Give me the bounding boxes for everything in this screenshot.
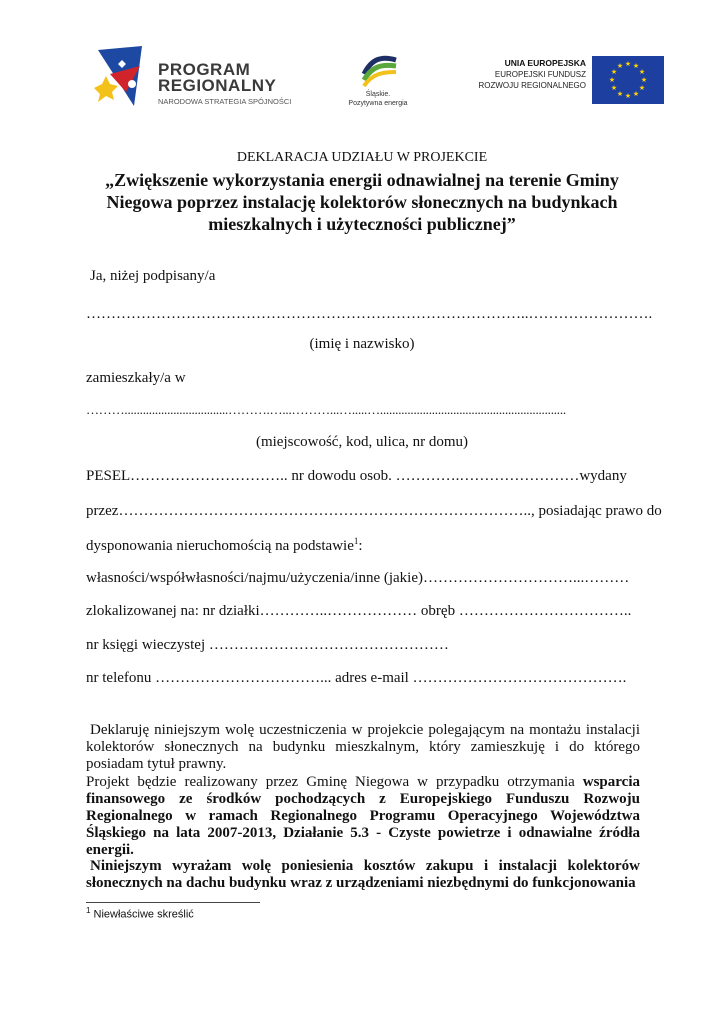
eu-flag-icon	[592, 56, 664, 104]
name-caption: (imię i nazwisko)	[309, 336, 415, 352]
eu-line1: UNIA EUROPEJSKA	[504, 58, 586, 68]
address-field[interactable]: ………..................................……….…...………...….....….............................................................	[86, 402, 566, 417]
svg-text:★: ★	[610, 84, 618, 92]
svg-text:★: ★	[640, 76, 648, 84]
disposal-line	[86, 536, 363, 555]
project-title-line2: Niegowa poprzez instalację kolektorów słonecznych na budynkach	[106, 192, 618, 212]
residence-label: zamieszkały/a w	[86, 370, 186, 386]
slaskie-line2: Pozytywna energia	[348, 100, 408, 107]
ownership-line[interactable]: własności/współwłasności/najmu/użyczenia/inne (jakie)…………………………...………	[86, 570, 630, 586]
phone-email-line[interactable]: nr telefonu ……………………………... adres e-mail …………………………………….	[86, 670, 627, 686]
costs-paragraph: Niniejszym wyrażam wolę poniesienia kosztów zakupu i instalacji kolektorów słonecznych na dachu budynku wraz z urządzeniami niezbędnymi do funkcjonowania	[86, 858, 640, 891]
eu-line2: EUROPEJSKI FUNDUSZ	[494, 70, 586, 79]
footnote-text: Niewłaściwe skreślić	[93, 908, 194, 921]
svg-text:★: ★	[632, 90, 640, 98]
svg-text:★: ★	[608, 76, 616, 84]
project-paragraph	[86, 774, 640, 859]
intro-text: Ja, niżej podpisany/a	[90, 268, 216, 284]
declaration-paragraph: Deklaruję niniejszym wolę uczestniczenia w projekcie polegającym na montażu instalacji kolektorów słonecznych na budynku mieszkalnym, który zamieszkuję i do którego posiadam tytuł prawny.	[86, 722, 640, 772]
disposal-text: dysponowania nieruchomością na podstawie	[86, 538, 354, 554]
svg-text:★: ★	[632, 62, 640, 70]
footnote-ref: 1	[353, 536, 359, 546]
land-register-line[interactable]: nr księgi wieczystej …………………………………………	[86, 637, 449, 653]
slaskie-waves-icon	[360, 52, 400, 88]
program-logo-line2: REGIONALNY	[158, 76, 277, 95]
footnote-number: 1	[86, 906, 91, 915]
slaskie-line1: Śląskie.	[365, 91, 391, 98]
program-regionalny-emblem-icon	[92, 44, 154, 114]
program-regionalny-logo	[92, 44, 312, 114]
project-title-line3: mieszkalnych i użyteczności publicznej”	[208, 214, 516, 234]
project-paragraph-bold: wsparcia finansowego ze środków pochodzących z Europejskiego Funduszu Rozwoju Regionalnego w ramach Regionalnego Programu Operacyjnego Województwa Śląskiego na lata 2007-2013, Działanie 5.3 - Czyste powietrze i odnawialne źródła energii.	[86, 774, 640, 858]
name-field[interactable]: ……………………………………………………………………………..…………………….	[86, 306, 653, 322]
svg-text:★: ★	[624, 92, 632, 100]
plot-line[interactable]: zlokalizowanej na: nr działki…………..……………… obręb ……………………………..	[86, 603, 632, 619]
eu-line3: ROZWOJU REGIONALNEGO	[478, 81, 586, 90]
program-logo-line3: NARODOWA STRATEGIA SPÓJNOŚCI	[158, 97, 292, 106]
eu-text-block	[460, 58, 586, 91]
svg-text:★: ★	[616, 90, 624, 98]
pesel-line[interactable]: PESEL………………………….. nr dowodu osob. ………….……………………wydany	[86, 468, 627, 484]
project-title-line1: „Zwiększenie wykorzystania energii odnawialnej na terenie Gminy	[105, 170, 619, 190]
svg-text:★: ★	[638, 68, 646, 76]
address-caption: (miejscowość, kod, ulica, nr domu)	[255, 434, 469, 450]
disposal-colon: :	[358, 538, 363, 554]
footnote-divider	[86, 902, 260, 903]
issued-by-line[interactable]: przez……………………………………………………………………….., posiadając prawo do	[86, 503, 662, 519]
program-logo-line1: PROGRAM	[158, 60, 251, 79]
project-title	[0, 169, 724, 235]
svg-text:★: ★	[616, 62, 624, 70]
project-paragraph-plain: Projekt będzie realizowany przez Gminę Niegowa w przypadku otrzymania	[86, 774, 583, 790]
declaration-kicker: DEKLARACJA UDZIAŁU W PROJEKCIE	[236, 150, 488, 165]
svg-text:★: ★	[610, 68, 618, 76]
svg-text:★: ★	[624, 60, 632, 68]
svg-text:★: ★	[638, 84, 646, 92]
footnote	[86, 906, 194, 921]
slaskie-logo	[340, 52, 416, 112]
